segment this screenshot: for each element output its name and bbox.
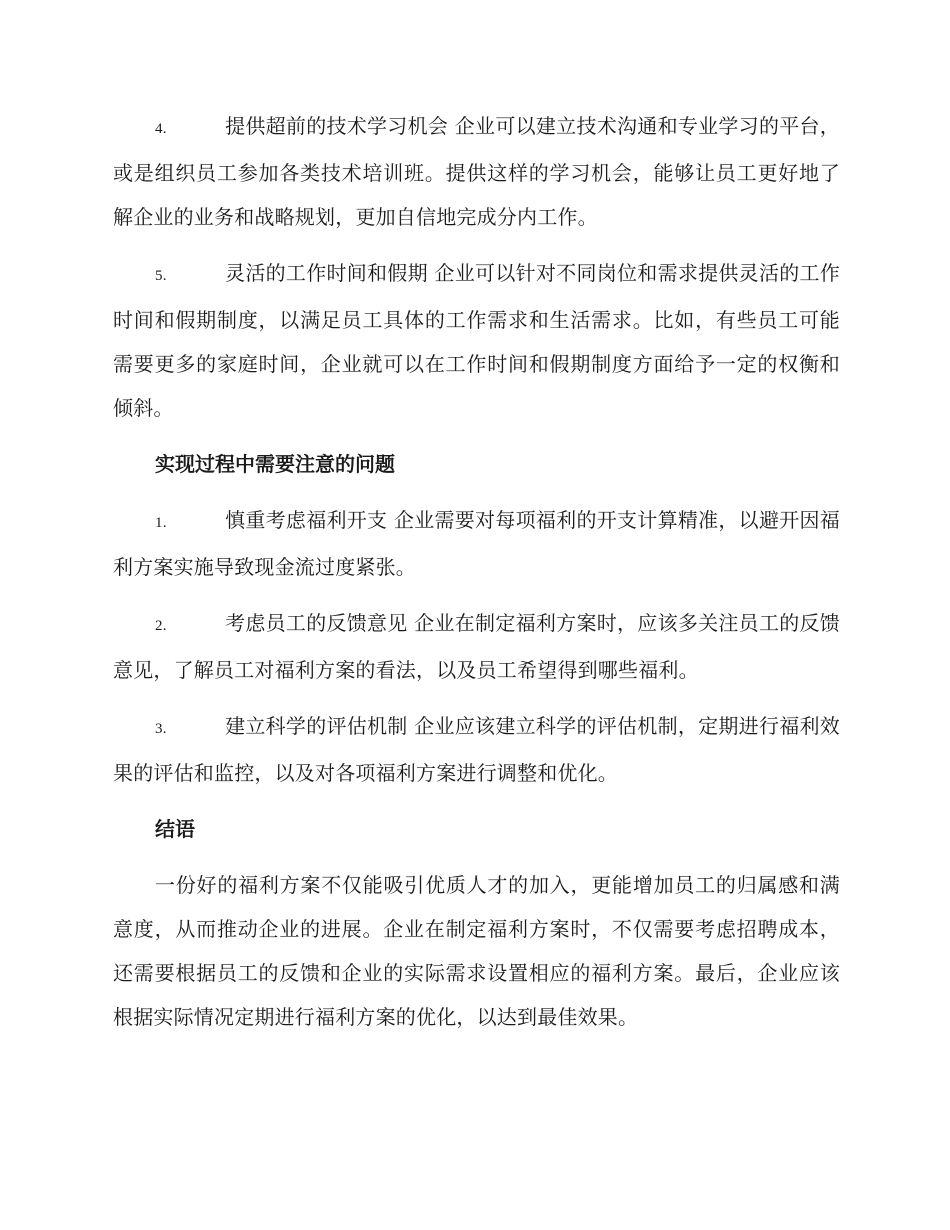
list-number: 3. [155, 721, 167, 737]
list-number: 1. [155, 515, 167, 531]
conclusion-paragraph: 一份好的福利方案不仅能吸引优质人才的加入，更能增加员工的归属感和满意度，从而推动企业的进展。企业在制定福利方案时，不仅需要考虑招聘成本，还需要根据员工的反馈和企业的实际需求设置相应的福利方案。最后，企业应该根据实际情况定期进行福利方案的优化，以达到最佳效果。 [113, 873, 840, 1029]
list-number: 4. [155, 121, 167, 137]
section-heading-issues: 实现过程中需要注意的问题 [155, 452, 395, 476]
list-item-text: 考虑员工的反馈意见 企业在制定福利方案时，应该多关注员工的反馈意见，了解员工对福利方案的看法，以及员工希望得到哪些福利。 [113, 611, 840, 682]
issue-item-2 [113, 601, 840, 692]
list-number: 5. [155, 268, 167, 284]
issue-item-1 [113, 498, 840, 589]
section-heading-conclusion: 结语 [155, 817, 195, 841]
list-item-text: 提供超前的技术学习机会 企业可以建立技术沟通和专业学习的平台，或是组织员工参加各类技术培训班。提供这样的学习机会，能够让员工更好地了解企业的业务和战略规划，更加自信地完成分内工作。 [113, 114, 840, 229]
list-item-text: 灵活的工作时间和假期 企业可以针对不同岗位和需求提供灵活的工作时间和假期制度，以满足员工具体的工作需求和生活需求。比如，有些员工可能需要更多的家庭时间，企业就可以在工作时间和假期制度方面给予一定的权衡和倾斜。 [113, 261, 840, 420]
issue-item-3 [113, 704, 840, 795]
list-item-text: 慎重考虑福利开支 企业需要对每项福利的开支计算精准，以避开因福利方案实施导致现金流过度紧张。 [113, 508, 840, 579]
list-item-5 [113, 251, 840, 430]
list-item-4 [113, 104, 840, 239]
document-page [113, 104, 840, 1051]
list-item-text: 建立科学的评估机制 企业应该建立科学的评估机制，定期进行福利效果的评估和监控，以及对各项福利方案进行调整和优化。 [113, 714, 840, 785]
list-number: 2. [155, 618, 167, 634]
